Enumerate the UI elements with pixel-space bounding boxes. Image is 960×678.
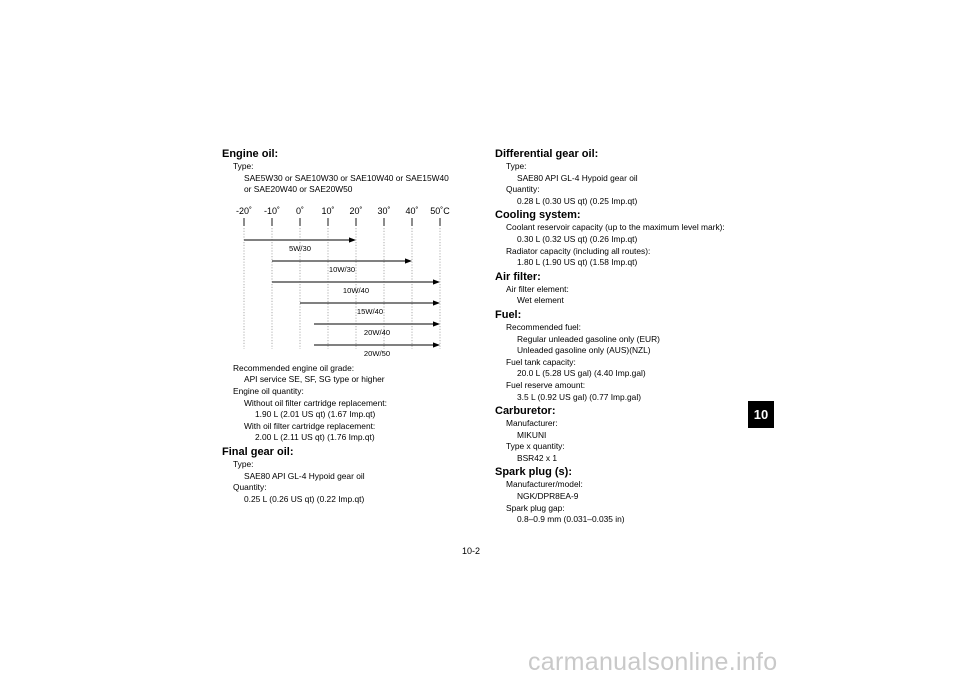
range-arrowhead [349,237,356,242]
watermark-text: carmanualsonline.info [528,648,778,676]
oil-quantity-label: Engine oil quantity: [233,385,304,396]
series-label: 20W/50 [363,348,391,358]
carburetor-heading: Carburetor: [495,405,556,418]
differential-quantity-label: Quantity: [506,184,540,195]
fuel-tank-label: Fuel tank capacity: [506,356,576,367]
chapter-tab: 10 [748,401,774,428]
tick-label: 20˚ [349,205,363,216]
without-filter-label: Without oil filter cartridge replacement: [244,397,387,408]
differential-type-label: Type: [506,161,527,171]
fuel-heading: Fuel: [495,308,522,321]
series-label: 10W/30 [328,264,356,274]
range-arrowhead [433,321,440,326]
final-gear-type-value: SAE80 API GL-4 Hypoid gear oil [244,470,365,481]
viscosity-chart-svg [222,205,472,358]
air-filter-heading: Air filter: [495,270,541,283]
left-column [222,146,472,505]
spark-plug-gap-value: 0.8–0.9 mm (0.031–0.035 in) [517,514,625,525]
series-label: 15W/40 [356,306,384,316]
differential-type-value: SAE80 API GL-4 Hypoid gear oil [517,172,638,183]
series-label: 10W/40 [342,285,370,295]
series-label: 5W/30 [289,243,311,253]
recommended-fuel-value1: Regular unleaded gasoline only (EUR) [517,333,660,344]
page-number: 10-2 [462,546,481,556]
radiator-label: Radiator capacity (including all routes): [506,245,651,256]
tick-label: 50˚C [430,205,450,216]
cooling-heading: Cooling system: [495,209,581,222]
spark-plug-gap-label: Spark plug gap: [506,502,565,513]
carburetor-type-value: BSR42 x 1 [517,452,558,463]
final-gear-type-label: Type: [233,458,254,469]
spark-plug-model-value: NGK/DPR8EA-9 [517,491,579,502]
oil-viscosity-chart [222,205,472,358]
with-filter-label: With oil filter cartridge replacement: [244,420,376,431]
air-filter-element-value: Wet element [517,295,564,306]
air-filter-element-label: Air filter element: [506,283,569,294]
reservoir-value: 0.30 L (0.32 US qt) (0.26 Imp.qt) [517,233,638,244]
engine-oil-type-label: Type: [233,161,254,171]
range-arrowhead [405,258,412,263]
range-arrowhead [433,279,440,284]
carburetor-manufacturer-label: Manufacturer: [506,418,558,429]
fuel-reserve-value: 3.5 L (0.92 US gal) (0.77 Imp.gal) [517,391,641,402]
oil-grade-value: API service SE, SF, SG type or higher [244,374,385,385]
range-arrowhead [433,300,440,305]
recommended-fuel-label: Recommended fuel: [506,321,581,332]
tick-label: 0˚ [295,205,305,216]
final-gear-oil-heading: Final gear oil: [222,445,294,458]
tick-label: 30˚ [377,205,391,216]
fuel-tank-value: 20.0 L (5.28 US gal) (4.40 Imp.gal) [517,368,646,379]
recommended-fuel-value2: Unleaded gasoline only (AUS)(NZL) [517,345,651,356]
without-filter-value: 1.90 L (2.01 US qt) (1.67 Imp.qt) [255,409,376,420]
reservoir-label: Coolant reservoir capacity (up to the maximum level mark): [506,222,725,233]
differential-heading: Differential gear oil: [495,148,599,160]
tick-label: -20˚ [235,205,253,216]
tick-label: -10˚ [263,205,281,216]
carburetor-type-label: Type x quantity: [506,441,565,452]
with-filter-value: 2.00 L (2.11 US qt) (1.76 Imp.qt) [255,432,375,443]
series-label: 20W/40 [363,327,391,337]
final-gear-quantity-value: 0.25 L (0.26 US qt) (0.22 Imp.qt) [244,493,365,504]
tick-label: 10˚ [321,205,335,216]
right-column [495,146,755,526]
engine-oil-type-line2: or SAE20W40 or SAE20W50 [244,184,353,195]
engine-oil-type-line1: SAE5W30 or SAE10W30 or SAE10W40 or SAE15W40 [244,172,449,183]
tick-label: 40˚ [405,205,419,216]
range-arrowhead [433,342,440,347]
differential-quantity-value: 0.28 L (0.30 US qt) (0.25 Imp.qt) [517,195,638,206]
radiator-value: 1.80 L (1.90 US qt) (1.58 Imp.qt) [517,257,638,268]
engine-oil-heading: Engine oil: [222,148,279,160]
spark-plug-heading: Spark plug (s): [495,466,573,479]
fuel-reserve-label: Fuel reserve amount: [506,379,586,390]
spark-plug-model-label: Manufacturer/model: [506,479,583,490]
carburetor-manufacturer-value: MIKUNI [517,429,547,440]
final-gear-quantity-label: Quantity: [233,482,267,493]
oil-grade-label: Recommended engine oil grade: [233,362,355,373]
